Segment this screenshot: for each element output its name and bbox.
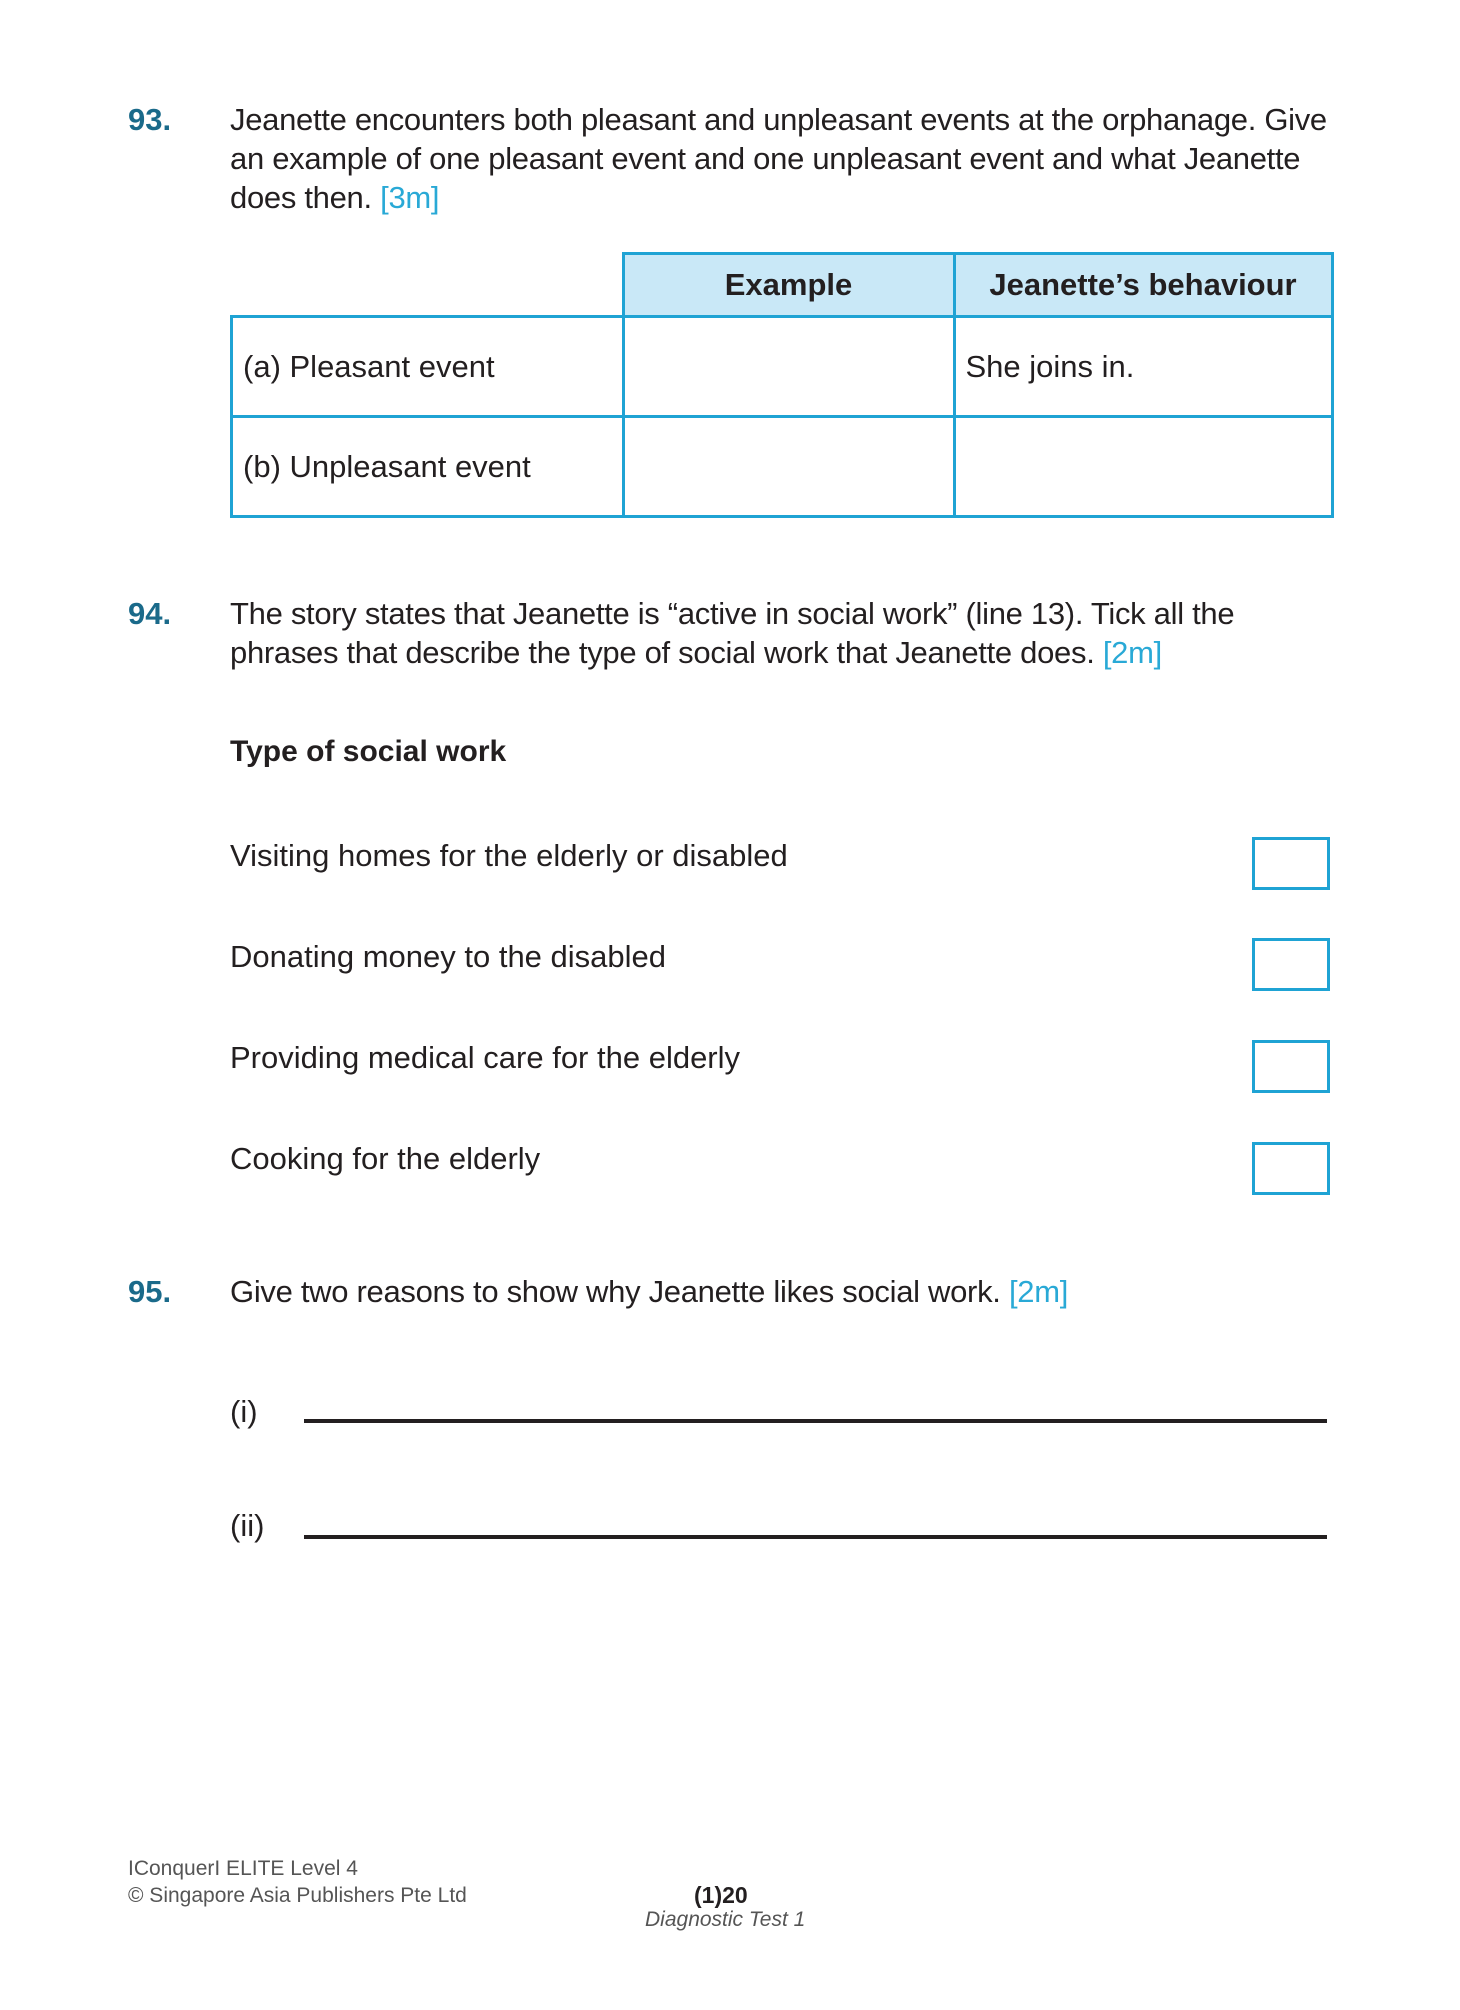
question-number-94: 94.: [128, 596, 172, 631]
section-title: Type of social work: [230, 735, 507, 768]
pleasant-behaviour: She joins in.: [954, 317, 1332, 417]
checkbox-medical-care[interactable]: [1252, 1040, 1330, 1093]
question-93-text: [230, 100, 1335, 217]
answer-line-i[interactable]: [304, 1419, 1327, 1423]
footer-book-title: IConquerI ELITE Level 4: [128, 1857, 358, 1880]
table-row: [232, 317, 1333, 417]
answer-unpleasant-example[interactable]: [623, 417, 954, 517]
event-table: [230, 252, 1334, 518]
question-95-marks: [2m]: [1008, 1274, 1069, 1309]
header-example: Example: [623, 254, 954, 317]
checkbox-cooking[interactable]: [1252, 1142, 1330, 1195]
question-95-text: [230, 1272, 1335, 1311]
option-cooking: Cooking for the elderly: [230, 1141, 541, 1176]
answer-line-ii[interactable]: [304, 1535, 1327, 1539]
question-93-marks: [3m]: [380, 180, 440, 215]
row-label-unpleasant: (b) Unpleasant event: [232, 417, 624, 517]
checkbox-donating-money[interactable]: [1252, 938, 1330, 991]
checkbox-visiting-homes[interactable]: [1252, 837, 1330, 890]
question-94-text: [230, 594, 1335, 672]
header-behaviour: Jeanette’s behaviour: [954, 254, 1332, 317]
footer-copyright: © Singapore Asia Publishers Pte Ltd: [128, 1884, 467, 1907]
answer-label-ii: (ii): [230, 1508, 265, 1543]
answer-unpleasant-behaviour[interactable]: [954, 417, 1332, 517]
footer-test-name: Diagnostic Test 1: [645, 1908, 806, 1931]
page-number: (1)20: [694, 1882, 748, 1908]
table-corner: [232, 254, 624, 317]
option-visiting-homes: Visiting homes for the elderly or disabled: [230, 838, 788, 873]
question-94-marks: [2m]: [1102, 635, 1162, 670]
question-93-prompt: Jeanette encounters both pleasant and unpleasant events at the orphanage. Give an example of one pleasant event and one unpleasant event and what Jeanette does then.: [230, 102, 1327, 215]
table-row: [232, 417, 1333, 517]
question-94-prompt: The story states that Jeanette is “active in social work” (line 13). Tick all the phrases that describe the type of social work that Jeanette does.: [230, 596, 1235, 670]
option-donating-money: Donating money to the disabled: [230, 939, 667, 974]
answer-label-i: (i): [230, 1394, 258, 1429]
option-medical-care: Providing medical care for the elderly: [230, 1040, 741, 1075]
question-95-prompt: Give two reasons to show why Jeanette likes social work.: [230, 1274, 1001, 1309]
question-number-93: 93.: [128, 102, 172, 137]
question-number-95: 95.: [128, 1274, 172, 1309]
row-label-pleasant: (a) Pleasant event: [232, 317, 624, 417]
answer-pleasant-example[interactable]: [623, 317, 954, 417]
